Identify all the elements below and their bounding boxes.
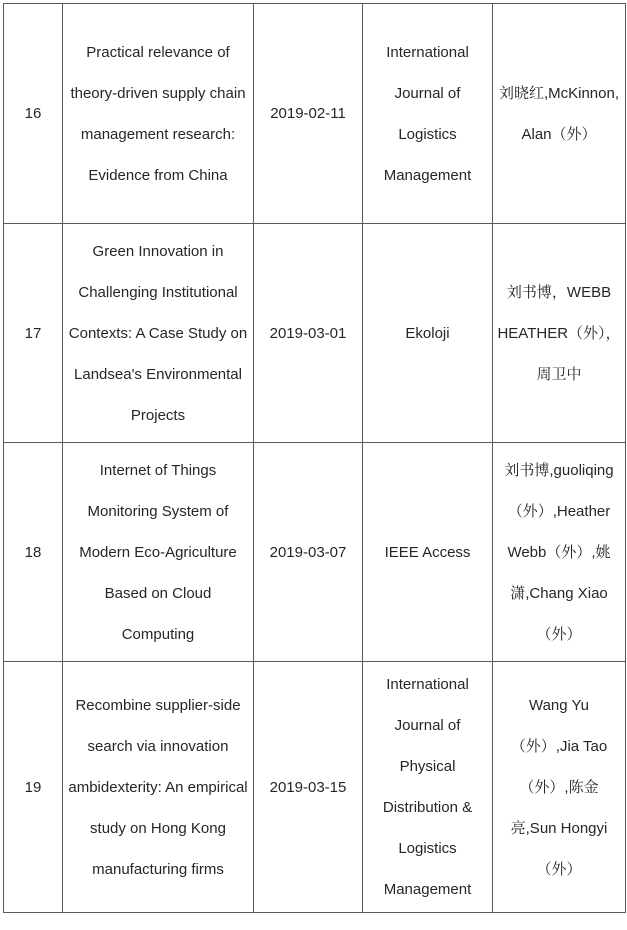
- date-cell: 2019-03-15: [254, 662, 363, 913]
- authors-cell: 刘书博，WEBB HEATHER（外），周卫中: [493, 224, 626, 443]
- date-cell: 2019-03-01: [254, 224, 363, 443]
- date-cell: 2019-02-11: [254, 4, 363, 224]
- authors-cell: Wang Yu（外）,Jia Tao（外）,陈金亮,Sun Hongyi（外）: [493, 662, 626, 913]
- date-cell: 2019-03-07: [254, 443, 363, 662]
- table-row-17: [4, 224, 626, 443]
- title-cell: Internet of Things Monitoring System of Modern Eco-Agriculture Based on Cloud Computing: [63, 443, 254, 662]
- table-row-18: [4, 443, 626, 662]
- journal-cell: Ekoloji: [363, 224, 493, 443]
- journal-cell: IEEE Access: [363, 443, 493, 662]
- row-index-cell: 19: [4, 662, 63, 913]
- journal-cell: International Journal of Logistics Management: [363, 4, 493, 224]
- title-cell: Practical relevance of theory-driven supply chain management research: Evidence from China: [63, 4, 254, 224]
- row-index-cell: 16: [4, 4, 63, 224]
- authors-cell: 刘晓红,McKinnon, Alan（外）: [493, 4, 626, 224]
- title-cell: Green Innovation in Challenging Institutional Contexts: A Case Study on Landsea's Environmental Projects: [63, 224, 254, 443]
- row-index-cell: 17: [4, 224, 63, 443]
- journal-cell: International Journal of Physical Distribution & Logistics Management: [363, 662, 493, 913]
- row-index-cell: 18: [4, 443, 63, 662]
- title-cell: Recombine supplier-side search via innovation ambidexterity: An empirical study on Hong Kong manufacturing firms: [63, 662, 254, 913]
- publications-table: [3, 3, 626, 913]
- table-row-16: [4, 4, 626, 224]
- table-row-19: [4, 662, 626, 913]
- authors-cell: 刘书博,guoliqing（外）,Heather Webb（外）,姚潇,Chang Xiao（外）: [493, 443, 626, 662]
